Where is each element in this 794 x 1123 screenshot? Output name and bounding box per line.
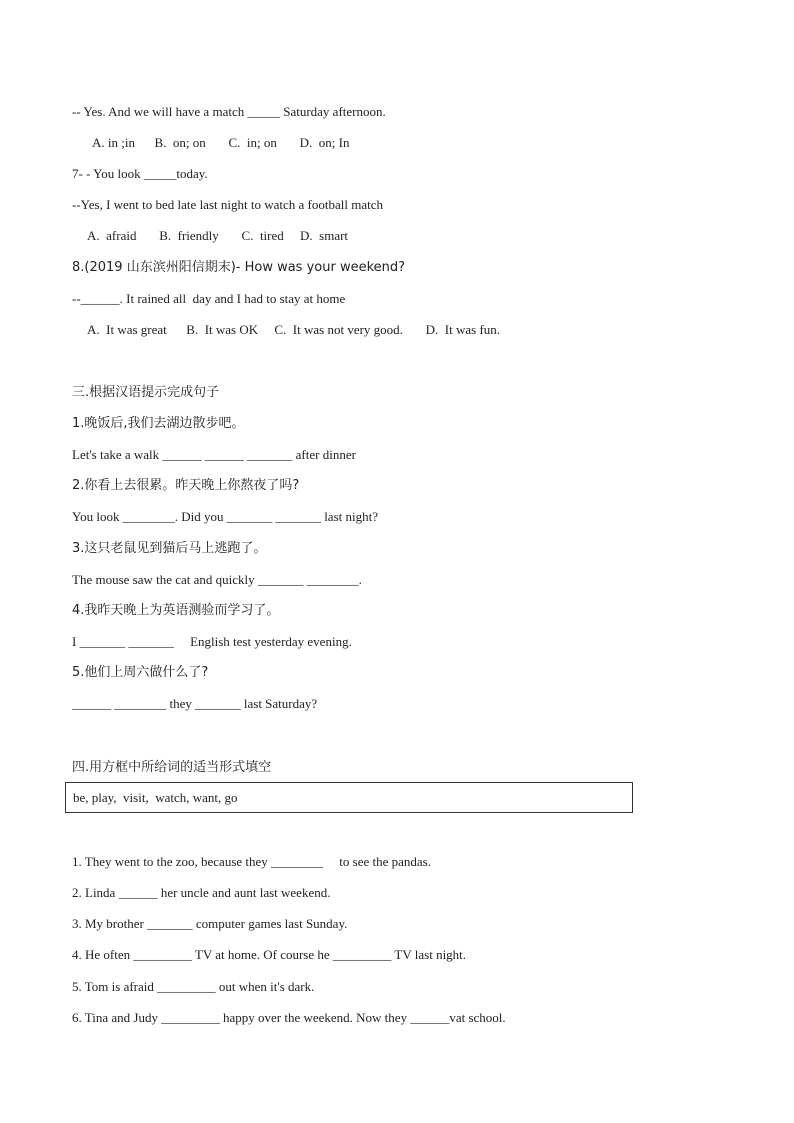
q6-answer-line: -- Yes. And we will have a match _____ Saturday afternoon.: [72, 104, 386, 119]
word-box-words: be, play, visit, watch, want, go: [73, 790, 238, 805]
s4-item-1: 1. They went to the zoo, because they ________ to see the pandas.: [72, 854, 431, 869]
s3-item-3-english: The mouse saw the cat and quickly _______ ________.: [72, 572, 362, 587]
s3-item-1-english: Let's take a walk ______ ______ _______ after dinner: [72, 447, 356, 462]
q6-options: A. in ;in B. on; on C. in; on D. on; In: [92, 135, 350, 150]
q7-options: A. afraid B. friendly C. tired D. smart: [87, 228, 349, 243]
s3-item-4-chinese: 4.我昨天晚上为英语测验而学习了。: [72, 603, 280, 618]
s4-item-3: 3. My brother _______ computer games last Sunday.: [72, 916, 348, 931]
q8-question: 8.(2019 山东滨州阳信期末)- How was your weekend?: [72, 260, 406, 275]
q7-answer-line: --Yes, I went to bed late last night to watch a football match: [72, 197, 383, 212]
s3-item-4-english: I _______ _______ English test yesterday evening.: [72, 634, 352, 649]
s3-item-1-chinese: 1.晚饭后,我们去湖边散步吧。: [72, 416, 245, 431]
q8-answer-line: --______. It rained all day and I had to stay at home: [72, 291, 346, 306]
section-four-heading: 四.用方框中所给词的适当形式填空: [72, 760, 272, 775]
word-box: [65, 782, 633, 813]
s4-item-4: 4. He often _________ TV at home. Of course he _________ TV last night.: [72, 947, 467, 962]
section-three-heading: 三.根据汉语提示完成句子: [72, 385, 220, 400]
s3-item-3-chinese: 3.这只老鼠见到猫后马上逃跑了。: [72, 541, 267, 556]
q7-question: 7- - You look _____today.: [72, 166, 208, 181]
s4-item-6: 6. Tina and Judy _________ happy over the weekend. Now they ______vat school.: [72, 1010, 506, 1025]
q8-options: A. It was great B. It was OK C. It was not very good. D. It was fun.: [87, 322, 501, 337]
s4-item-2: 2. Linda ______ her uncle and aunt last weekend.: [72, 885, 331, 900]
s3-item-2-chinese: 2.你看上去很累。昨天晚上你熬夜了吗?: [72, 478, 300, 493]
s3-item-5-chinese: 5.他们上周六做什么了?: [72, 665, 209, 680]
s3-item-5-english: ______ ________ they _______ last Saturday?: [72, 696, 318, 711]
s4-item-5: 5. Tom is afraid _________ out when it's dark.: [72, 979, 315, 994]
s3-item-2-english: You look ________. Did you _______ _______ last night?: [72, 509, 378, 524]
